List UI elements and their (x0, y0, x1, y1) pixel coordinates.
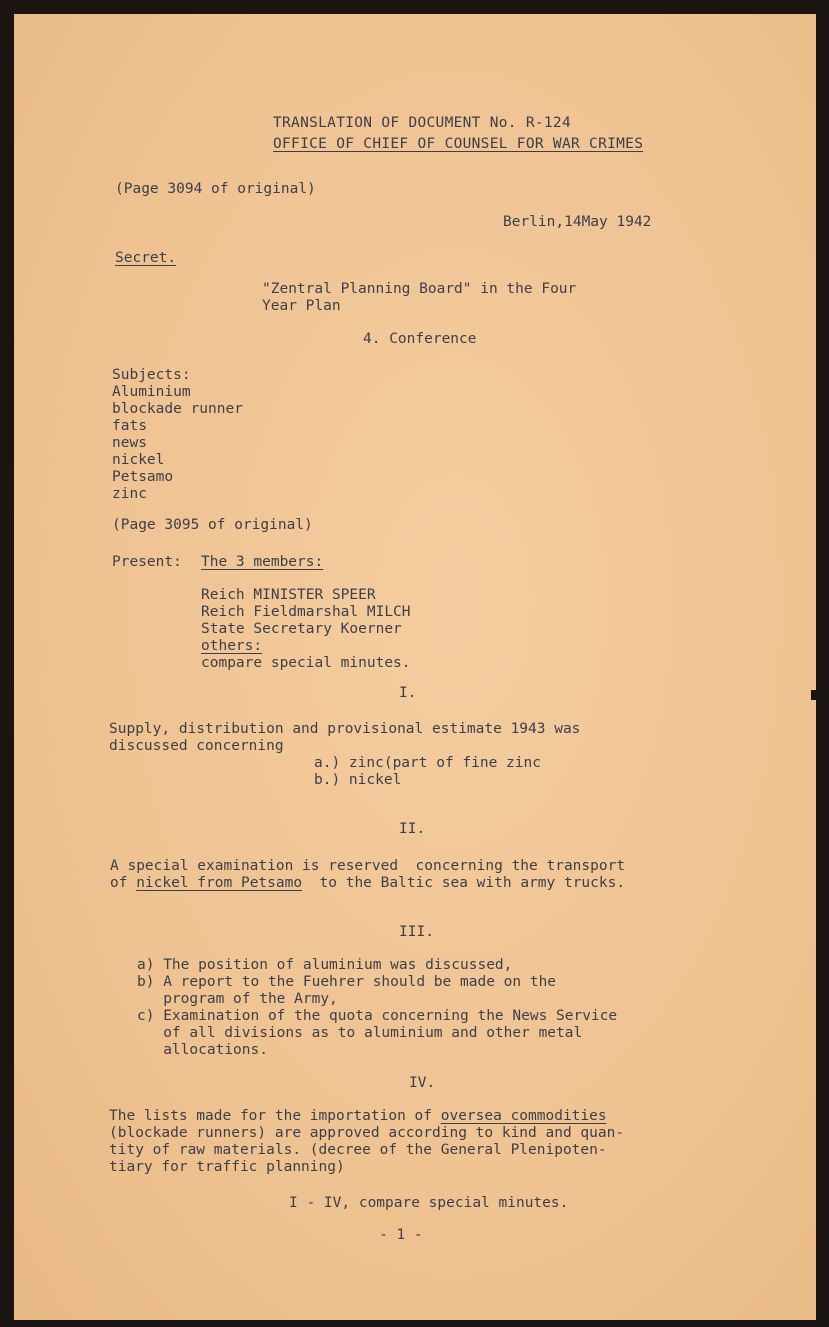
subject-title-line-1: "Zentral Planning Board" in the Four (262, 281, 577, 297)
page-number: - 1 - (379, 1227, 423, 1243)
section-1-text-2: discussed concerning (109, 738, 284, 754)
present-label: Present: (112, 554, 182, 570)
section-2-text-2 (110, 875, 625, 892)
member-item: State Secretary Koerner (201, 621, 402, 637)
subject-item: nickel (112, 452, 165, 468)
conference-number: 4. Conference (363, 331, 477, 347)
header-title: TRANSLATION OF DOCUMENT No. R-124 (273, 115, 571, 131)
section-3-numeral: III. (399, 924, 434, 940)
others-note: compare special minutes. (201, 655, 411, 671)
place-date: Berlin,14May 1942 (503, 214, 652, 230)
section-3-item-b-2: program of the Army, (137, 991, 338, 1007)
section-4-numeral: IV. (409, 1075, 436, 1091)
subject-item: fats (112, 418, 147, 434)
scan-mark (811, 690, 816, 700)
section-1-text-1: Supply, distribution and provisional estimate 1943 was (109, 721, 581, 737)
section-4-text-1-pre: The lists made for the importation of (109, 1108, 441, 1124)
section-4-text-3: tity of raw materials. (decree of the General Plenipoten- (109, 1142, 607, 1158)
section-1-numeral: I. (399, 685, 417, 701)
members-heading: The 3 members: (201, 554, 324, 570)
section-4-underlined: oversea commodities (440, 1108, 607, 1124)
section-2-text-1: A special examination is reserved concerning the transport (110, 858, 626, 874)
section-3-item-c-3: allocations. (137, 1042, 268, 1058)
subject-item: news (112, 435, 147, 451)
section-1-item-a: a.) zinc(part of fine zinc (314, 755, 541, 771)
member-item: Reich MINISTER SPEER (201, 587, 376, 603)
member-item: Reich Fieldmarshal MILCH (201, 604, 411, 620)
subject-item: Aluminium (112, 384, 191, 400)
section-4-text-4: tiary for traffic planning) (109, 1159, 345, 1175)
secret-label: Secret. (115, 250, 177, 266)
header-office: OFFICE OF CHIEF OF COUNSEL FOR WAR CRIMES (273, 136, 644, 152)
subject-item: zinc (112, 486, 147, 502)
page-reference-2: (Page 3095 of original) (112, 517, 313, 533)
section-2-numeral: II. (399, 821, 426, 837)
others-heading: others: (201, 638, 263, 654)
subjects-heading: Subjects: (112, 367, 191, 383)
subject-title-line-2: Year Plan (262, 298, 341, 314)
section-1-item-b: b.) nickel (314, 772, 402, 788)
section-3-item-a: a) The position of aluminium was discussed, (137, 957, 513, 973)
document-page (14, 14, 816, 1320)
closing-note: I - IV, compare special minutes. (289, 1195, 569, 1211)
subject-item: Petsamo (112, 469, 174, 485)
section-4-text-1 (109, 1108, 607, 1125)
section-2-text-2-post: to the Baltic sea with army trucks. (302, 875, 626, 891)
section-4-text-2: (blockade runners) are approved according to kind and quan- (109, 1125, 625, 1141)
section-3-item-b-1: b) A report to the Fuehrer should be made on the (137, 974, 557, 990)
section-2-text-2-pre: of (110, 875, 137, 891)
page-reference-1: (Page 3094 of original) (115, 181, 316, 197)
section-3-item-c-1: c) Examination of the quota concerning the News Service (137, 1008, 618, 1024)
section-2-underlined: nickel from Petsamo (136, 875, 303, 891)
subject-item: blockade runner (112, 401, 243, 417)
section-3-item-c-2: of all divisions as to aluminium and other metal (137, 1025, 583, 1041)
